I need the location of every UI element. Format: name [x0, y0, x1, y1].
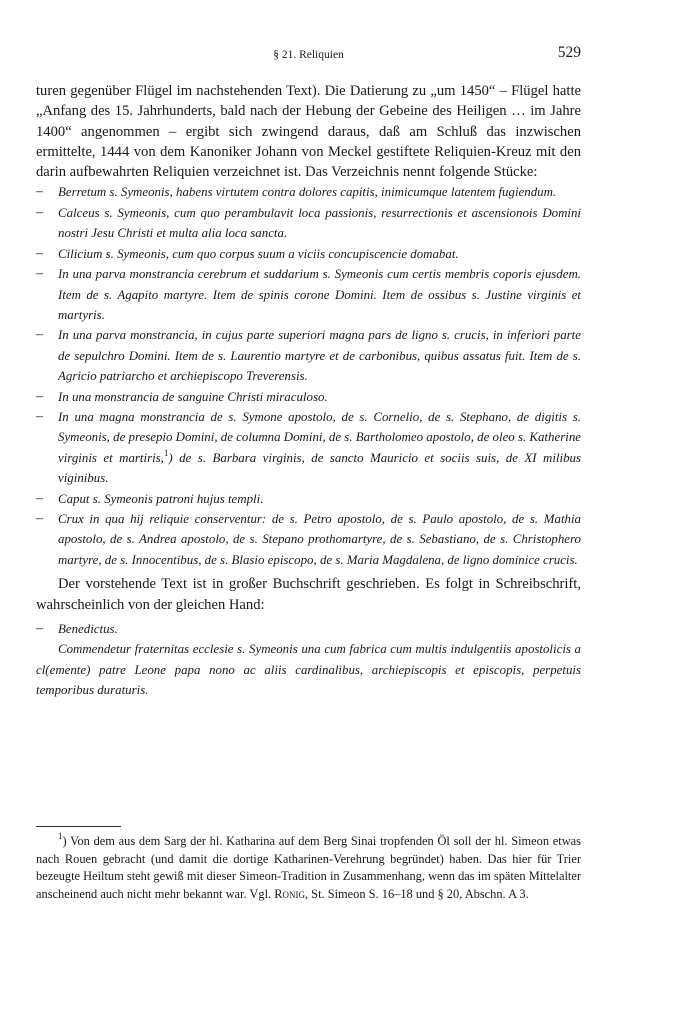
list-item-text-cont: ) de s. Barbara virginis, de sancto Mauricio et sociis suis, de XI milibus viginibus. — [58, 450, 581, 486]
footnote-text: ) Von dem aus dem Sarg der hl. Katharina auf dem Berg Sinai tropfenden Öl soll der hl. Simeon etwas nach Rouen gebracht (und damit die dortige Katharinen-Verehrung begründet) haben. Das hier für Trier bezeugte Heiltum steht gewiß mit dieser Simeon-Tradition in Zusammenhang, wenn das im späten Mittelalter anscheinend auch nicht mehr bekannt war. Vgl. — [36, 834, 581, 901]
list-item-text: In una parva monstrancia, in cujus parte superiori magna pars de ligno s. crucis, in inferiori parte de sepulchro Domini. Item de s. Laurentio martyre et de carbonibus, quibus assatus fuit. Item de s. Agricio patriarcho et archiepiscopo Treverensis. — [58, 328, 581, 384]
list-item-text: In una magna monstrancia de s. Symone apostolo, de s. Cornelio, de s. Stephano, de digitis s. Symeonis, de presepio Domini, de columna Domini, de s. Bartholomeo apostolo, de oleo s. Katherine virginis et martiris, — [58, 409, 581, 465]
list-item-text: Berretum s. Symeonis, habens virtutem contra dolores capitis, inimicumque latentem fugiendum. — [58, 185, 557, 200]
list-item-text: Crux in qua hij reliquie conserventur: de s. Petro apostolo, de s. Paulo apostolo, de s. Mathia apostolo, de s. Andrea apostolo, de s. Stepano prothomartyre, de s. Sebastiano, de s. Christophero martyre, de s. Innocentibus, de s. Blasio episcopo, de s. Maria Magdalena, de ligno dominice crucis. — [58, 511, 581, 567]
script-paragraph: Der vorstehende Text ist in großer Buchschrift geschrieben. Es folgt in Schreibschrift, wahrscheinlich von der gleichen Hand: — [36, 576, 581, 613]
list-dash: – — [36, 620, 43, 636]
footnote-text-cont: , St. Simeon S. 16–18 und § 20, Abschn. A 3. — [304, 886, 529, 901]
list-dash: – — [36, 490, 43, 506]
list-dash: – — [36, 327, 43, 343]
list-item — [36, 407, 581, 489]
relic-list — [36, 182, 581, 570]
list-item — [36, 509, 581, 570]
running-title: § 21. Reliquien — [273, 49, 344, 61]
list-dash: – — [36, 510, 43, 526]
footnote-author: Ronig — [274, 886, 305, 901]
footnote-divider — [36, 826, 121, 827]
list-item — [36, 244, 581, 264]
main-text — [36, 81, 581, 700]
footnote-marker: 1 — [58, 831, 63, 841]
page-header — [36, 44, 581, 64]
list-item — [36, 619, 581, 639]
list-item-text: Cilicium s. Symeonis, cum quo corpus suum a viciis concupiscencie domabat. — [58, 246, 459, 261]
list-item — [36, 264, 581, 325]
commendetur-paragraph: Commendetur fraternitas ecclesie s. Symeonis una cum fabrica cum multis indulgentiis apostolicis a cl(emente) patre Leone papa nono ac aliis cardinalibus, archiepiscopis et episcopis, perpetuis temporibus duraturis. — [36, 642, 581, 698]
list-dash: – — [36, 266, 43, 282]
list-item-text: Caput s. Symeonis patroni hujus templi. — [58, 491, 264, 506]
intro-paragraph: turen gegenüber Flügel im nachstehenden Text). Die Datierung zu „um 1450“ – Flügel hatte „Anfang des 15. Jahrhunderts, bald nach der Hebung der Gebeine des Heiligen … im Jahre 1400“ angenommen – ergibt sich zwingend daraus, daß am Schluß das inzwischen ermittelte, 1444 von dem Kanoniker Johann von Meckel gestiftete Reliquien-Kreuz mit den darin aufbewahrten Reliquien verzeichnet ist. Das Verzeichnis nennt folgende Stücke: — [36, 83, 581, 181]
list-item-text: In una monstrancia de sanguine Christi miraculoso. — [58, 389, 328, 404]
footnote — [36, 833, 581, 903]
list-dash: – — [36, 388, 43, 404]
list-dash: – — [36, 245, 43, 261]
list-item — [36, 489, 581, 509]
list-item-text: Benedictus. — [58, 621, 118, 636]
list-item — [36, 387, 581, 407]
list-item — [36, 325, 581, 386]
benedictus-list — [36, 619, 581, 639]
list-item — [36, 182, 581, 202]
list-item-text: Calceus s. Symeonis, cum quo perambulavit loca passionis, resurrectionis et ascensionois Domini nostri Jesu Christi et multa alia loca sancta. — [58, 205, 581, 241]
footnote-reference[interactable]: 1 — [163, 447, 169, 458]
list-dash: – — [36, 408, 43, 424]
list-item — [36, 203, 581, 244]
list-dash: – — [36, 204, 43, 220]
list-dash: – — [36, 184, 43, 200]
list-item-text: In una parva monstrancia cerebrum et suddarium s. Symeonis cum certis membris coporis ejusdem. Item de s. Agapito martyre. Item de spinis corone Domini. Item de ossibus s. Justine virginis et martyris. — [58, 267, 581, 322]
page-number: 529 — [557, 44, 581, 61]
